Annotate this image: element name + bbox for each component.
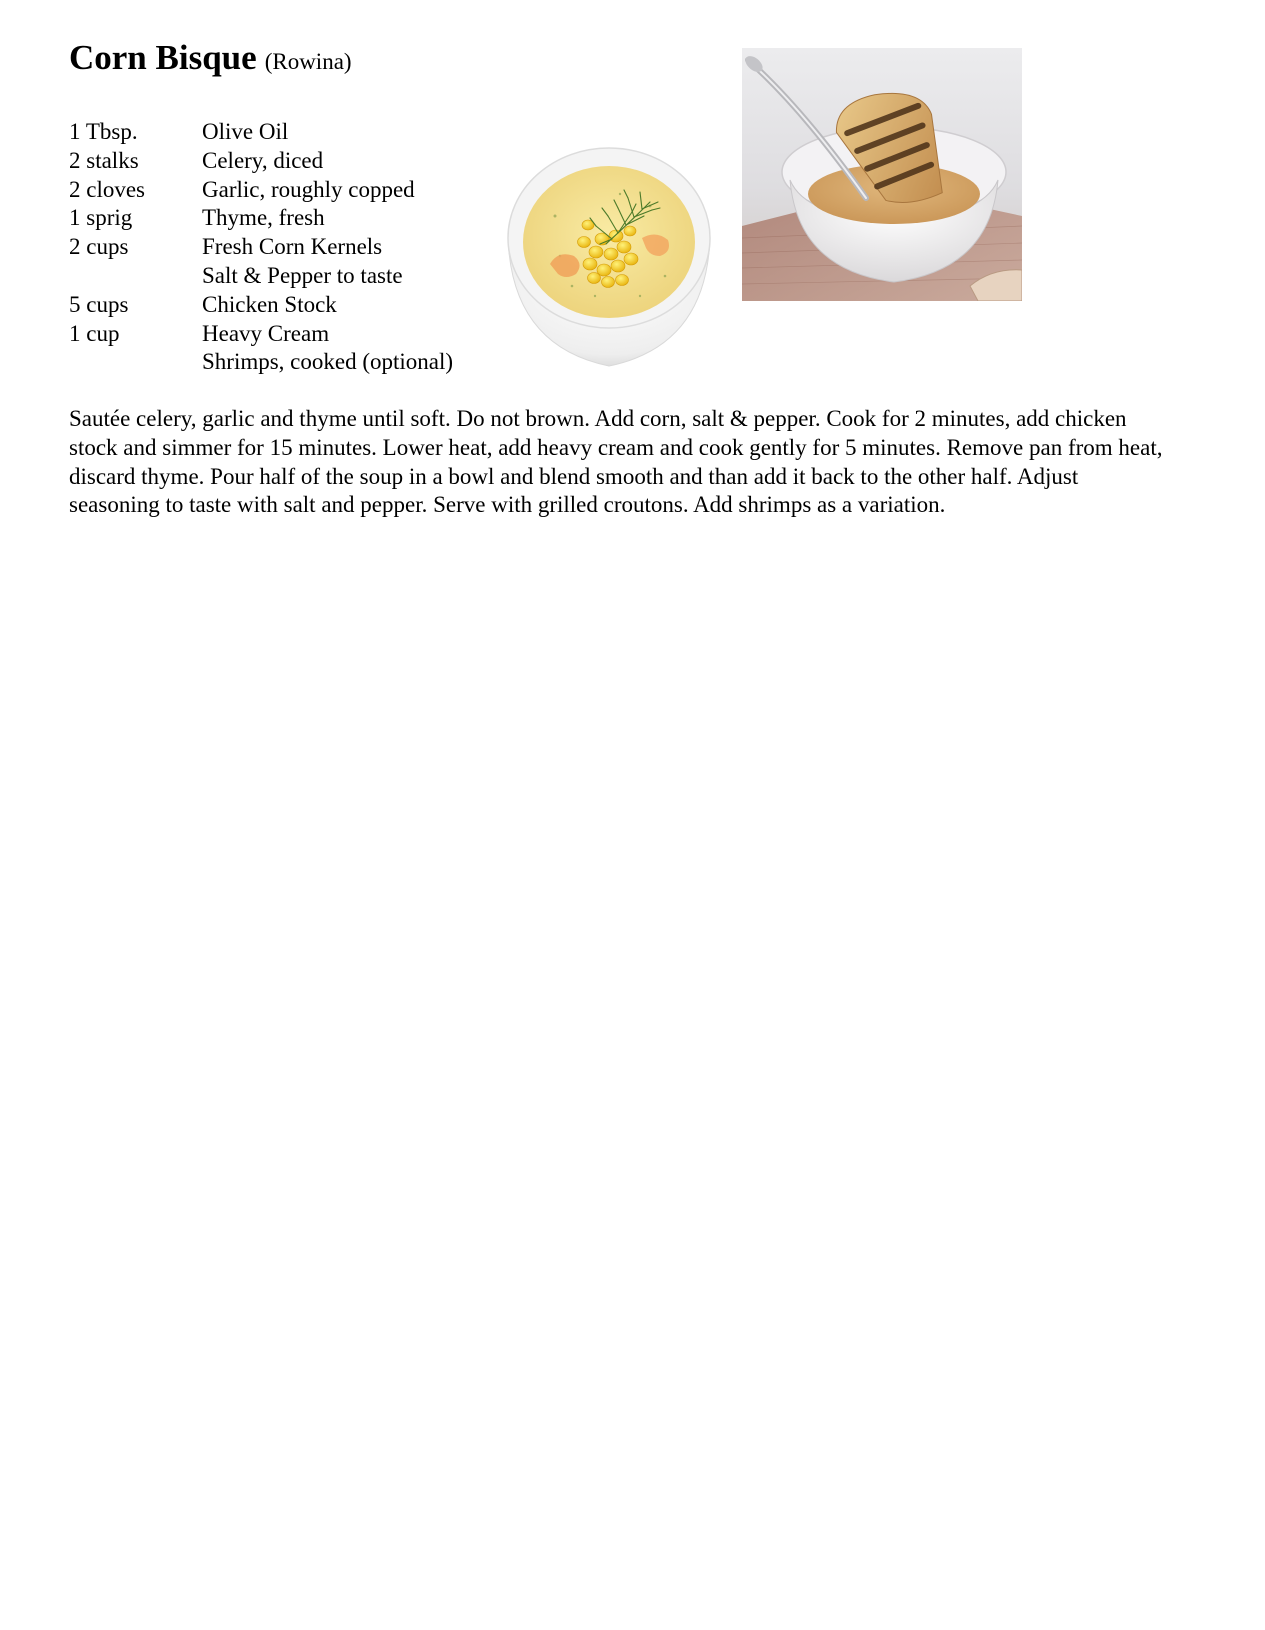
recipe-title: [69, 40, 352, 75]
bisque-crouton-photo: [742, 48, 1022, 301]
ingredient-row: [69, 176, 489, 205]
ingredient-quantity: 5 cups: [69, 291, 129, 317]
ingredient-name: Celery, diced: [202, 147, 324, 173]
ingredient-row: [69, 291, 489, 320]
ingredient-quantity: 2 cloves: [69, 176, 146, 202]
ingredients-table: [69, 118, 489, 377]
ingredient-name: Fresh Corn Kernels: [202, 234, 383, 260]
ingredient-row: [69, 204, 489, 233]
ingredient-row: [69, 118, 489, 147]
ingredient-name: Chicken Stock: [202, 291, 337, 317]
ingredient-row: [69, 348, 489, 377]
ingredient-quantity: 2 cups: [69, 234, 129, 260]
ingredient-quantity: 1 cup: [69, 320, 120, 346]
ingredient-row: [69, 233, 489, 262]
corn-bisque-bowl-photo: [500, 146, 718, 374]
ingredient-name: Olive Oil: [202, 119, 289, 144]
ingredient-quantity: 1 Tbsp.: [69, 119, 138, 144]
ingredient-quantity: [69, 262, 202, 291]
ingredient-quantity: 2 stalks: [69, 147, 139, 173]
recipe-instructions: Sautée celery, garlic and thyme until soft. Do not brown. Add corn, salt & pepper. Cook for 2 minutes, add chicken stock and simmer for 15 minutes. Lower heat, add heavy cream and cook gently for 5 minutes. Remove pan from heat, discard thyme. Pour half of the soup in a bowl and blend smooth and than add it back to the other half. Adjust seasoning to taste with salt and pepper. Serve with grilled croutons. Add shrimps as a variation.: [69, 406, 1163, 518]
ingredient-name: Garlic, roughly copped: [202, 176, 415, 202]
ingredient-name: Shrimps, cooked (optional): [202, 349, 454, 375]
ingredient-name: Salt & Pepper to taste: [202, 262, 403, 288]
recipe-author: (Rowina): [264, 49, 352, 74]
ingredient-name: Heavy Cream: [202, 320, 330, 346]
ingredient-row: [69, 320, 489, 349]
ingredient-quantity: [69, 348, 202, 377]
ingredient-row: [69, 262, 489, 291]
ingredient-quantity: 1 sprig: [69, 205, 133, 231]
recipe-name: Corn Bisque: [69, 38, 257, 77]
ingredient-row: [69, 147, 489, 176]
ingredient-name: Thyme, fresh: [202, 205, 325, 231]
